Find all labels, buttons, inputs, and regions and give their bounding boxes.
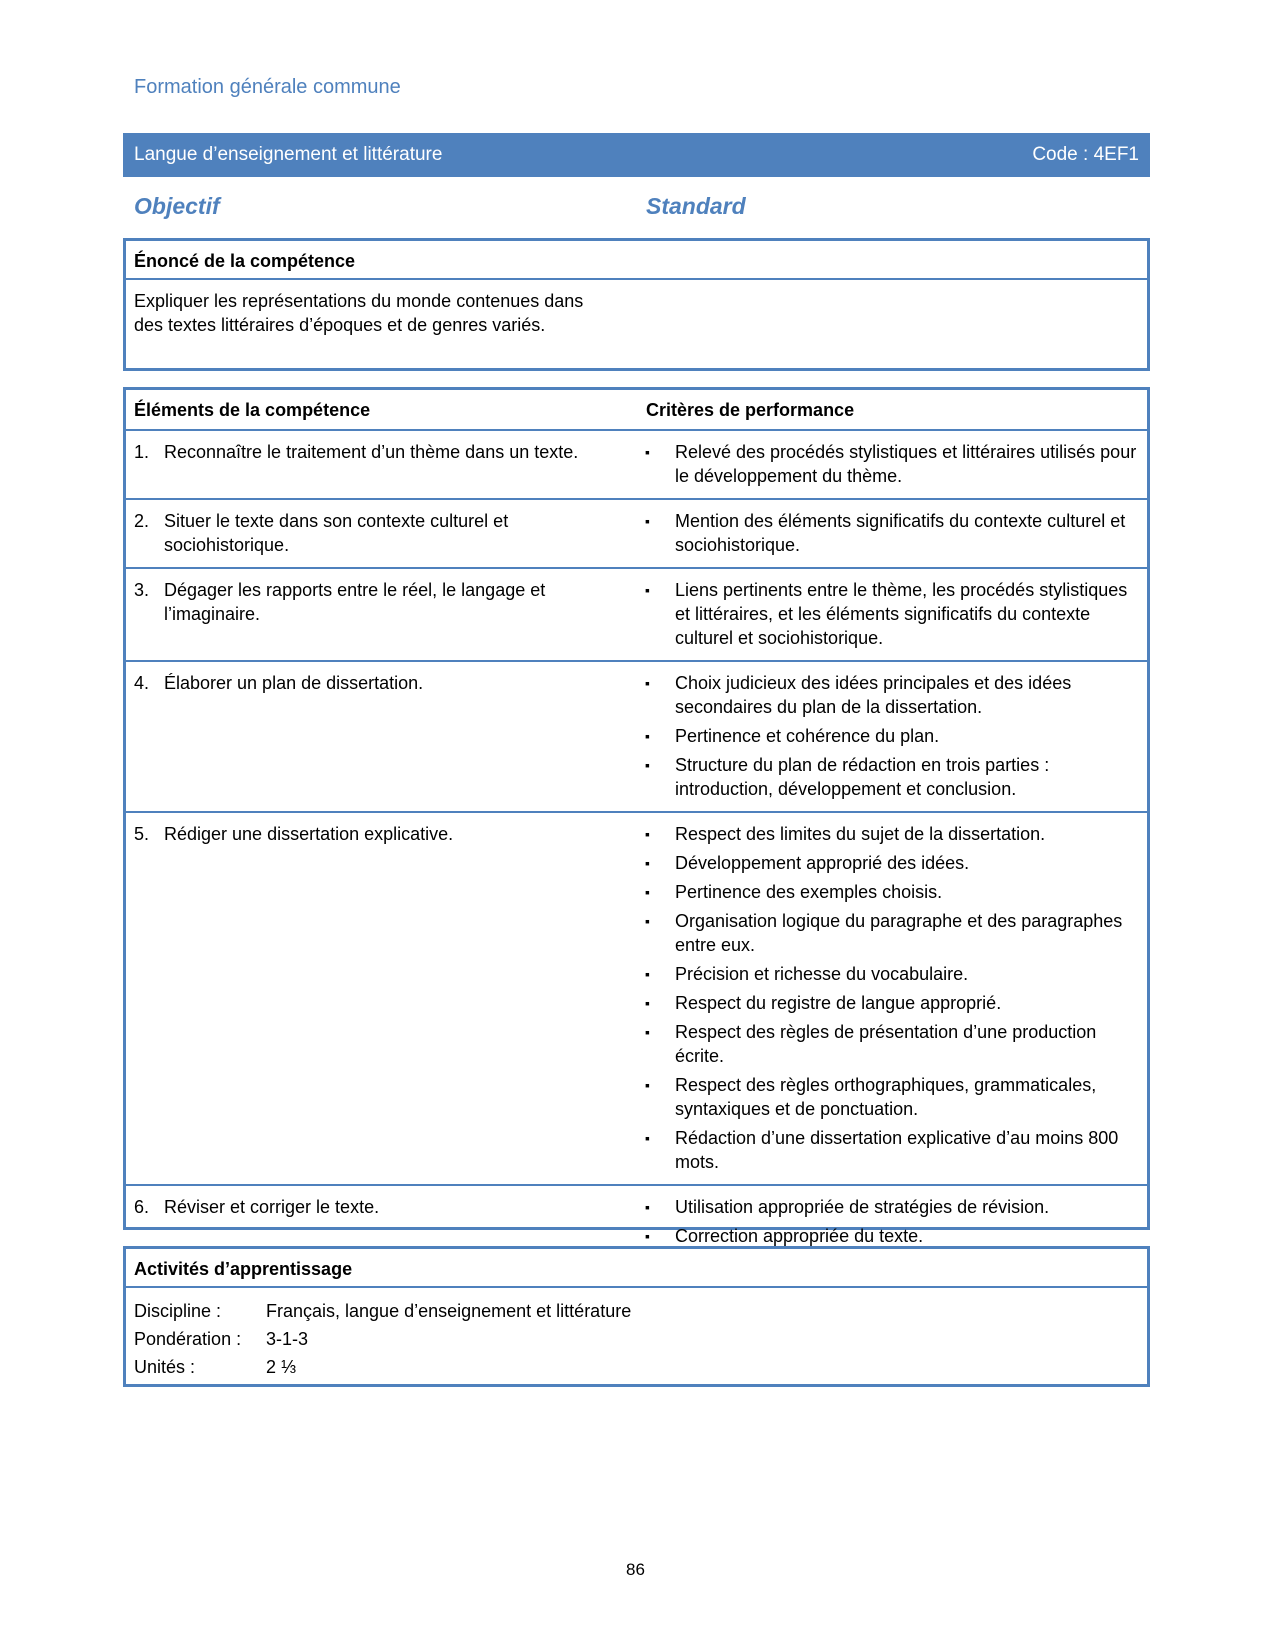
- element-number: 1.: [134, 442, 150, 462]
- element-number: 2.: [134, 511, 150, 531]
- criterion-text: Précision et richesse du vocabulaire.: [674, 964, 969, 984]
- standard-label: Standard: [646, 193, 746, 219]
- criterion-item: [645, 1195, 1139, 1219]
- activites-heading: Activités d’apprentissage: [126, 1249, 1147, 1288]
- bullet-icon: ▪: [644, 728, 650, 744]
- element-number: 5.: [134, 824, 150, 844]
- discipline-value: Français, langue d’enseignement et littérature: [266, 1301, 632, 1321]
- criterion-text: Utilisation appropriée de stratégies de révision.: [674, 1197, 1050, 1217]
- course-title: Langue d’enseignement et littérature: [134, 144, 443, 165]
- unites-row: [134, 1353, 1139, 1381]
- bullet-icon: ▪: [644, 513, 650, 529]
- criterion-item: [645, 753, 1139, 801]
- bullet-icon: ▪: [644, 1077, 650, 1093]
- criterion-item: [645, 851, 1139, 875]
- element-cell: [134, 671, 645, 806]
- bullet-icon: ▪: [644, 1199, 650, 1215]
- criterion-text: Liens pertinents entre le thème, les procédés stylistiques et littéraires, et les éléments significatifs du contexte culturel et sociohistorique.: [674, 580, 1128, 648]
- element-text: Élaborer un plan de dissertation.: [164, 673, 424, 693]
- criteria-cell: [645, 1195, 1139, 1253]
- criterion-text: Pertinence des exemples choisis.: [674, 882, 943, 902]
- unites-value: 2 ⅓: [266, 1357, 297, 1377]
- criterion-item: [645, 1020, 1139, 1068]
- program-title: Formation générale commune: [134, 76, 401, 98]
- bullet-icon: ▪: [644, 966, 650, 982]
- element-cell: [134, 509, 645, 562]
- bullet-icon: ▪: [644, 995, 650, 1011]
- criterion-item: [645, 724, 1139, 748]
- element-text: Réviser et corriger le texte.: [164, 1197, 380, 1217]
- ponderation-label: Pondération :: [134, 1329, 242, 1349]
- criterion-text: Respect des règles de présentation d’une production écrite.: [674, 1022, 1097, 1066]
- criterion-text: Rédaction d’une dissertation explicative d’au moins 800 mots.: [674, 1128, 1119, 1172]
- criterion-item: [645, 909, 1139, 957]
- element-number: 6.: [134, 1197, 150, 1217]
- ponderation-row: [134, 1325, 1139, 1353]
- bullet-icon: ▪: [644, 675, 650, 691]
- criteria-cell: [645, 509, 1139, 562]
- criterion-item: [645, 440, 1139, 488]
- element-cell: [134, 578, 645, 655]
- element-text: Reconnaître le traitement d’un thème dans un texte.: [164, 442, 579, 462]
- element-cell: [134, 440, 645, 493]
- enonce-box: [123, 238, 1150, 371]
- discipline-row: [134, 1297, 1139, 1325]
- course-code: Code : 4EF1: [1032, 144, 1139, 165]
- criterion-item: [645, 991, 1139, 1015]
- course-header-bar: [123, 133, 1150, 177]
- criterion-item: [645, 509, 1139, 557]
- element-number: 3.: [134, 580, 150, 600]
- criteria-cell: [645, 440, 1139, 493]
- criterion-text: Mention des éléments significatifs du contexte culturel et sociohistorique.: [674, 511, 1126, 555]
- bullet-icon: ▪: [644, 444, 650, 460]
- elements-table: [123, 387, 1150, 1246]
- element-row: [126, 813, 1147, 1186]
- bullet-icon: ▪: [644, 1228, 650, 1244]
- enonce-text: Expliquer les représentations du monde contenues dans des textes littéraires d’époques et de genres variés.: [134, 291, 584, 335]
- element-row: [126, 431, 1147, 500]
- criterion-item: [645, 671, 1139, 719]
- criterion-item: [645, 1126, 1139, 1174]
- bullet-icon: ▪: [644, 1130, 650, 1146]
- bullet-icon: ▪: [644, 582, 650, 598]
- criterion-text: Choix judicieux des idées principales et des idées secondaires du plan de la dissertation.: [674, 673, 1072, 717]
- objectif-label: Objectif: [134, 193, 220, 219]
- elements-table-header: [126, 390, 1147, 431]
- criterion-item: [645, 822, 1139, 846]
- element-cell: [134, 822, 645, 1179]
- criterion-item: [645, 880, 1139, 904]
- ponderation-value: 3-1-3: [266, 1329, 309, 1349]
- element-row: [126, 569, 1147, 662]
- criterion-text: Respect des règles orthographiques, grammaticales, syntaxiques et de ponctuation.: [674, 1075, 1097, 1119]
- enonce-heading: Énoncé de la compétence: [126, 241, 1147, 280]
- element-number: 4.: [134, 673, 150, 693]
- element-row: [126, 662, 1147, 813]
- criterion-text: Structure du plan de rédaction en trois parties : introduction, développement et conclusion.: [674, 755, 1050, 799]
- bullet-icon: ▪: [644, 757, 650, 773]
- elements-heading: Éléments de la compétence: [134, 400, 371, 420]
- criterion-text: Développement approprié des idées.: [674, 853, 970, 873]
- page-number: 86: [626, 1560, 645, 1579]
- element-text: Rédiger une dissertation explicative.: [164, 824, 454, 844]
- element-cell: [134, 1195, 645, 1253]
- criteria-cell: [645, 822, 1139, 1179]
- element-text: Situer le texte dans son contexte culturel et sociohistorique.: [164, 511, 509, 555]
- criterion-text: Correction appropriée du texte.: [674, 1226, 924, 1246]
- criterion-item: [645, 1073, 1139, 1121]
- bullet-icon: ▪: [644, 913, 650, 929]
- criterion-text: Respect des limites du sujet de la dissertation.: [674, 824, 1046, 844]
- criterion-item: [645, 578, 1139, 650]
- criterion-text: Pertinence et cohérence du plan.: [674, 726, 940, 746]
- activites-box: [123, 1246, 1150, 1387]
- criteria-heading: Critères de performance: [646, 400, 855, 420]
- bullet-icon: ▪: [644, 826, 650, 842]
- element-rows: [126, 431, 1147, 1258]
- bullet-icon: ▪: [644, 855, 650, 871]
- element-text: Dégager les rapports entre le réel, le langage et l’imaginaire.: [164, 580, 546, 624]
- criteria-cell: [645, 671, 1139, 806]
- objective-standard-row: [134, 193, 1134, 220]
- discipline-label: Discipline :: [134, 1301, 222, 1321]
- criteria-cell: [645, 578, 1139, 655]
- activites-body: [126, 1288, 1147, 1390]
- bullet-icon: ▪: [644, 1024, 650, 1040]
- unites-label: Unités :: [134, 1357, 196, 1377]
- bullet-icon: ▪: [644, 884, 650, 900]
- element-row: [126, 500, 1147, 569]
- criterion-item: [645, 962, 1139, 986]
- criterion-item: [645, 1224, 1139, 1248]
- criterion-text: Respect du registre de langue approprié.: [674, 993, 1002, 1013]
- criterion-text: Relevé des procédés stylistiques et littéraires utilisés pour le développement du thème.: [674, 442, 1137, 486]
- criterion-text: Organisation logique du paragraphe et des paragraphes entre eux.: [674, 911, 1123, 955]
